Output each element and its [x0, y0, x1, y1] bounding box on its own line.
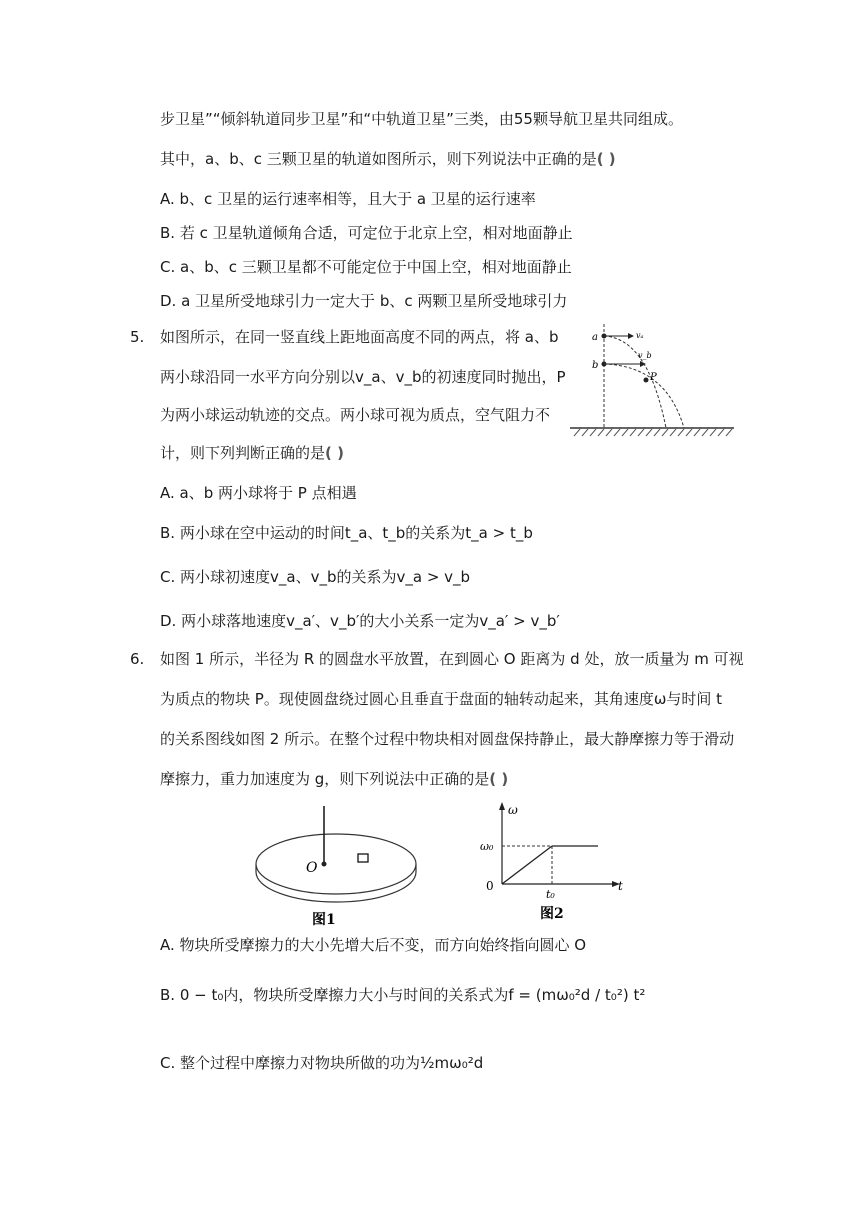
- q6-fig2-label-omega: ω: [508, 803, 518, 817]
- q4-line2-text: 其中，a、b、c 三颗卫星的轨道如图所示，则下列说法中正确的是: [160, 150, 597, 168]
- q4-option-c: C. a、b、c 三颗卫星都不可能定位于中国上空，相对地面静止: [160, 258, 572, 276]
- q5-option-d: D. 两小球落地速度v_a′、v_b′的大小关系一定为v_a′ > v_b′: [160, 612, 560, 630]
- q5-line3: 为两小球运动轨迹的交点。两小球可视为质点，空气阻力不: [160, 406, 551, 424]
- q4-option-a: A. b、c 卫星的运行速率相等，且大于 a 卫星的运行速率: [160, 190, 536, 208]
- q6-fig1-label-o: O: [306, 860, 318, 876]
- q6-fig2-label-t0: t₀: [546, 888, 555, 901]
- q6-fig2-label-zero: 0: [486, 879, 494, 893]
- q6-figure-2-graph: [474, 800, 634, 926]
- q6-figure-1-disc: [252, 806, 422, 930]
- q5-projectile-figure: [566, 316, 738, 440]
- q5-line1: 如图所示，在同一竖直线上距地面高度不同的两点，将 a、b: [160, 328, 559, 346]
- q6-line3: 的关系图线如图 2 所示。在整个过程中物块相对圆盘保持静止，最大静摩擦力等于滑动: [160, 730, 735, 748]
- q5-fig-label-b: b: [592, 360, 599, 371]
- q6-fig2-label-t: t: [618, 879, 623, 893]
- q5-answer-paren: ( ): [325, 444, 344, 462]
- q5-fig-label-va: vₐ: [636, 331, 644, 340]
- q6-fig1-caption: 图1: [312, 912, 336, 928]
- q4-answer-paren: ( ): [596, 150, 616, 168]
- q6-line4-text: 摩擦力，重力加速度为 g，则下列说法中正确的是: [160, 770, 490, 788]
- q6-line1: 如图 1 所示，半径为 R 的圆盘水平放置，在到圆心 O 距离为 d 处，放一质量为 m 可视: [160, 650, 744, 668]
- q4-line1: 步卫星”“倾斜轨道同步卫星”和“中轨道卫星”三类，由55颗导航卫星共同组成。: [160, 110, 683, 128]
- q6-answer-paren: ( ): [489, 770, 509, 788]
- q5-line4-text: 计，则下列判断正确的是: [160, 444, 326, 462]
- q5-fig-label-p: P: [650, 372, 657, 383]
- q6-option-c: C. 整个过程中摩擦力对物块所做的功为½mω₀²d: [160, 1054, 484, 1072]
- q5-line2: 两小球沿同一水平方向分别以v_a、v_b的初速度同时抛出，P: [160, 368, 566, 386]
- q6-option-a: A. 物块所受摩擦力的大小先增大后不变，而方向始终指向圆心 O: [160, 936, 587, 954]
- q5-option-a: A. a、b 两小球将于 P 点相遇: [160, 484, 357, 502]
- q6-option-b: B. 0 − t₀内，物块所受摩擦力大小与时间的关系式为f = (mω₀²d / t₀²) t²: [160, 986, 646, 1004]
- q6-number: 6.: [130, 650, 145, 668]
- q6-line4: [160, 768, 508, 790]
- q5-fig-label-vb: v_b: [638, 351, 652, 360]
- q5-line4: [160, 442, 344, 464]
- q5-fig-label-a: a: [592, 332, 598, 343]
- q6-fig2-label-omega0: ω₀: [480, 840, 494, 853]
- q4-option-b: B. 若 c 卫星轨道倾角合适，可定位于北京上空，相对地面静止: [160, 224, 573, 242]
- q5-option-b: B. 两小球在空中运动的时间t_a、t_b的关系为t_a > t_b: [160, 524, 533, 542]
- q5-option-c: C. 两小球初速度v_a、v_b的关系为v_a > v_b: [160, 568, 471, 586]
- q6-line2: 为质点的物块 P。现使圆盘绕过圆心且垂直于盘面的轴转动起来，其角速度ω与时间 t: [160, 690, 723, 708]
- q5-number: 5.: [130, 328, 145, 346]
- q4-line2: [160, 148, 616, 170]
- q6-fig2-caption: 图2: [540, 906, 564, 922]
- q4-option-d: D. a 卫星所受地球引力一定大于 b、c 两颗卫星所受地球引力: [160, 292, 568, 310]
